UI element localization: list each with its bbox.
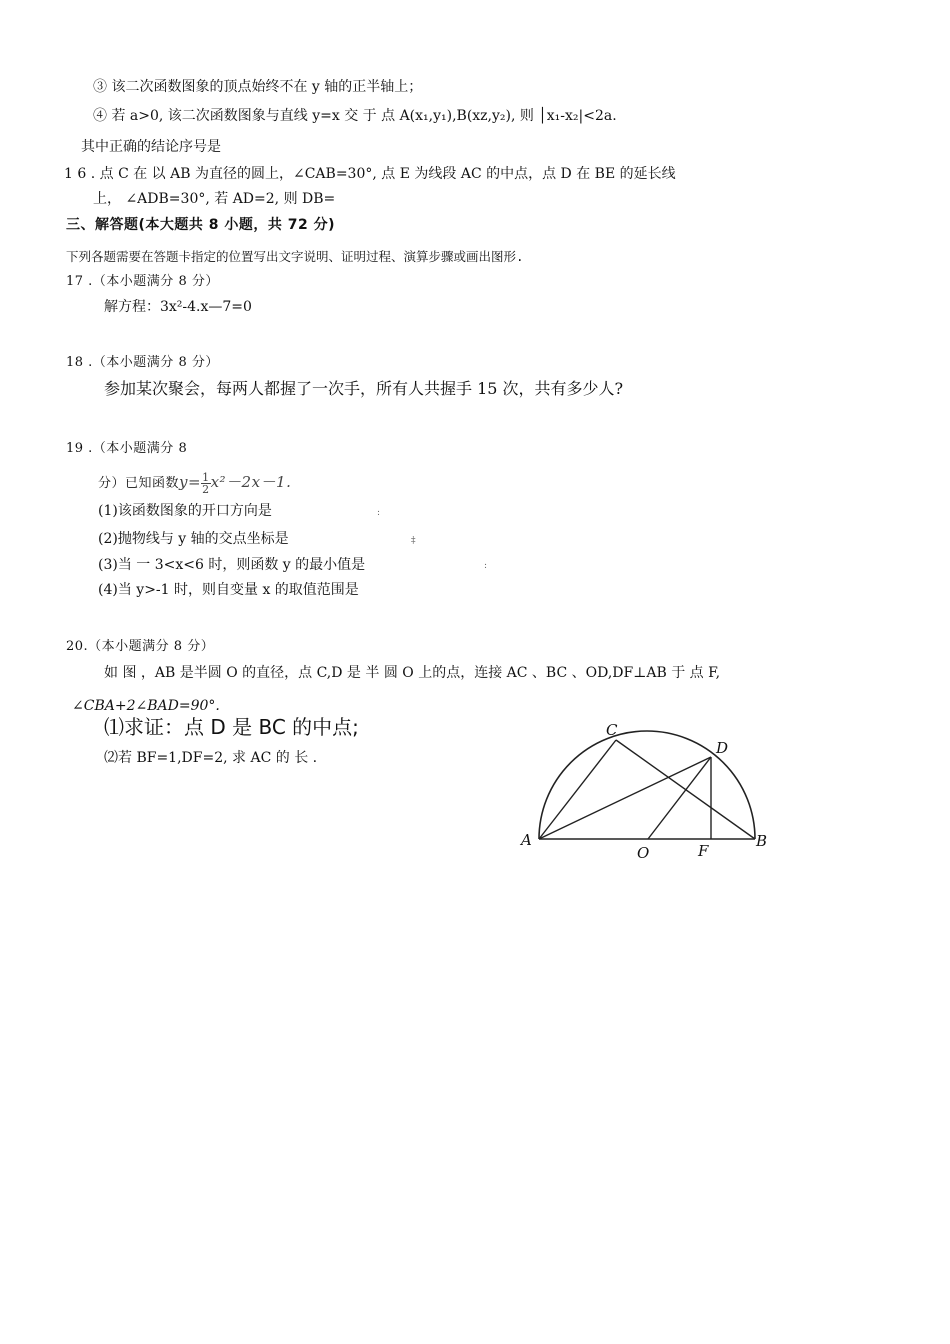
q19-mark2: ‡	[411, 536, 416, 546]
q20-part1: ⑴求证：点 D 是 BC 的中点;	[104, 715, 359, 739]
q20-part2: ⑵若 BF=1,DF=2, 求 AC 的 长 .	[104, 750, 318, 766]
label-F: F	[698, 842, 709, 860]
q19-frac-num: 1	[202, 471, 210, 484]
q19-sub3: (3)当 一 3<x<6 时，则函数 y 的最小值是	[98, 557, 366, 573]
q19-mark1: :	[377, 508, 381, 518]
q19-formula-rest: x²－2x－1.	[210, 473, 292, 491]
q20-header: 20.（本小题满分 8 分）	[66, 639, 215, 654]
q15-item4: ④ 若 a>0, 该二次函数图象与直线 y=x 交 于 点 A(x₁,y₁),B(xz,y₂), 则 │x₁-x₂|<2a.	[93, 108, 617, 124]
label-O: O	[637, 844, 650, 862]
label-D: D	[716, 739, 729, 757]
q19-intro-line	[98, 472, 291, 495]
q19-intro: 分）已知函数	[98, 476, 180, 491]
q15-conclusion: 其中正确的结论序号是	[81, 139, 221, 155]
q16-line1: 1 6 . 点 C 在 以 AB 为直径的圆上，∠CAB=30°, 点 E 为线段 AC 的中点，点 D 在 BE 的延长线	[64, 166, 676, 182]
q20-line2: ∠CBA+2∠BAD=90°.	[72, 698, 220, 714]
semicircle-figure	[515, 715, 775, 865]
q17-header: 17 .（本小题满分 8 分）	[66, 274, 219, 289]
q19-formula-prefix: y=	[179, 473, 202, 491]
q19-sub1: (1)该函数图象的开口方向是	[98, 503, 272, 519]
label-B: B	[756, 832, 768, 850]
q17-body: 解方程：3x²-4.x—7=0	[104, 299, 252, 315]
q19-header: 19 .（本小题满分 8	[66, 441, 188, 456]
q19-sub2: (2)抛物线与 y 轴的交点坐标是	[98, 531, 289, 547]
q19-sub4: (4)当 y>-1 时，则自变量 x 的取值范围是	[98, 582, 359, 598]
q19-fraction	[201, 472, 211, 495]
q19-mark3: :	[484, 561, 488, 571]
q15-item3: ③ 该二次函数图象的顶点始终不在 y 轴的正半轴上；	[93, 79, 423, 95]
label-A: A	[521, 831, 532, 849]
q19-frac-den: 2	[202, 483, 210, 496]
label-C: C	[606, 721, 618, 739]
q20-line1: 如 图 ，AB 是半圆 O 的直径，点 C,D 是 半 圆 O 上的点，连接 AC 、BC 、OD,DF⊥AB 于 点 F,	[104, 665, 721, 681]
q16-line2: 上， ∠ADB=30°, 若 AD=2, 则 DB=	[93, 191, 336, 207]
q18-header: 18 .（本小题满分 8 分）	[66, 355, 219, 370]
section3-instruction: 下列各题需要在答题卡指定的位置写出文字说明、证明过程、演算步骤或画出图形.	[66, 249, 524, 264]
section3-title: 三、解答题(本大题共 8 小题，共 72 分)	[66, 217, 336, 233]
q18-body: 参加某次聚会，每两人都握了一次手，所有人共握手 15 次，共有多少人?	[104, 379, 624, 398]
